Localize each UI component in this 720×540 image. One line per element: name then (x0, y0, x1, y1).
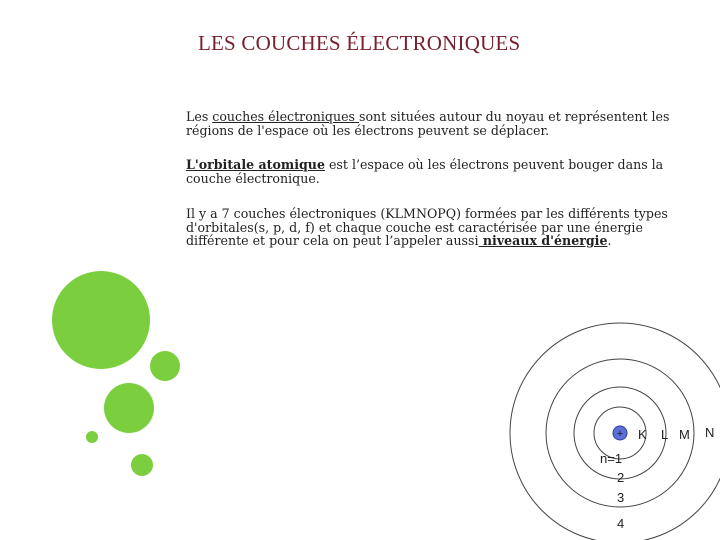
shell-number-2: 2 (617, 470, 625, 485)
term-couches-electroniques: couches électroniques (212, 109, 360, 124)
paragraph3-after: . (607, 233, 612, 248)
paragraph1-before: Les (186, 109, 213, 124)
shell-number-1: n=1 (600, 451, 623, 466)
nucleus-symbol: + (616, 428, 624, 440)
shell-letter-m: M (679, 427, 690, 442)
shell-letter-n: N (705, 425, 715, 440)
shell-letter-l: L (661, 427, 669, 442)
slide-title: LES COUCHES ÉLECTRONIQUES (198, 31, 521, 55)
shell-number-3: 3 (617, 490, 625, 505)
shell-number-4: 4 (617, 516, 625, 531)
paragraph1-after: sont situées autour du noyau et représentent les régions de l'espace où les électrons peuvent se déplacer. (186, 109, 670, 138)
paragraph3-before: Il y a 7 couches électroniques (KLMNOPQ) formées par les différents types d'orbitales(s, p, d, f) et chaque couche est caractérisée par une énergie différente et pour cela on peut l’appeler aussi (186, 206, 668, 248)
term-orbitale-atomique: L'orbitale atomique (186, 157, 325, 172)
term-niveaux-energie: niveaux d'énergie (478, 233, 608, 248)
paragraph2-after: est l’espace où les électrons peuvent bouger dans la couche électronique. (186, 157, 664, 186)
shell-letter-k: K (638, 427, 647, 442)
